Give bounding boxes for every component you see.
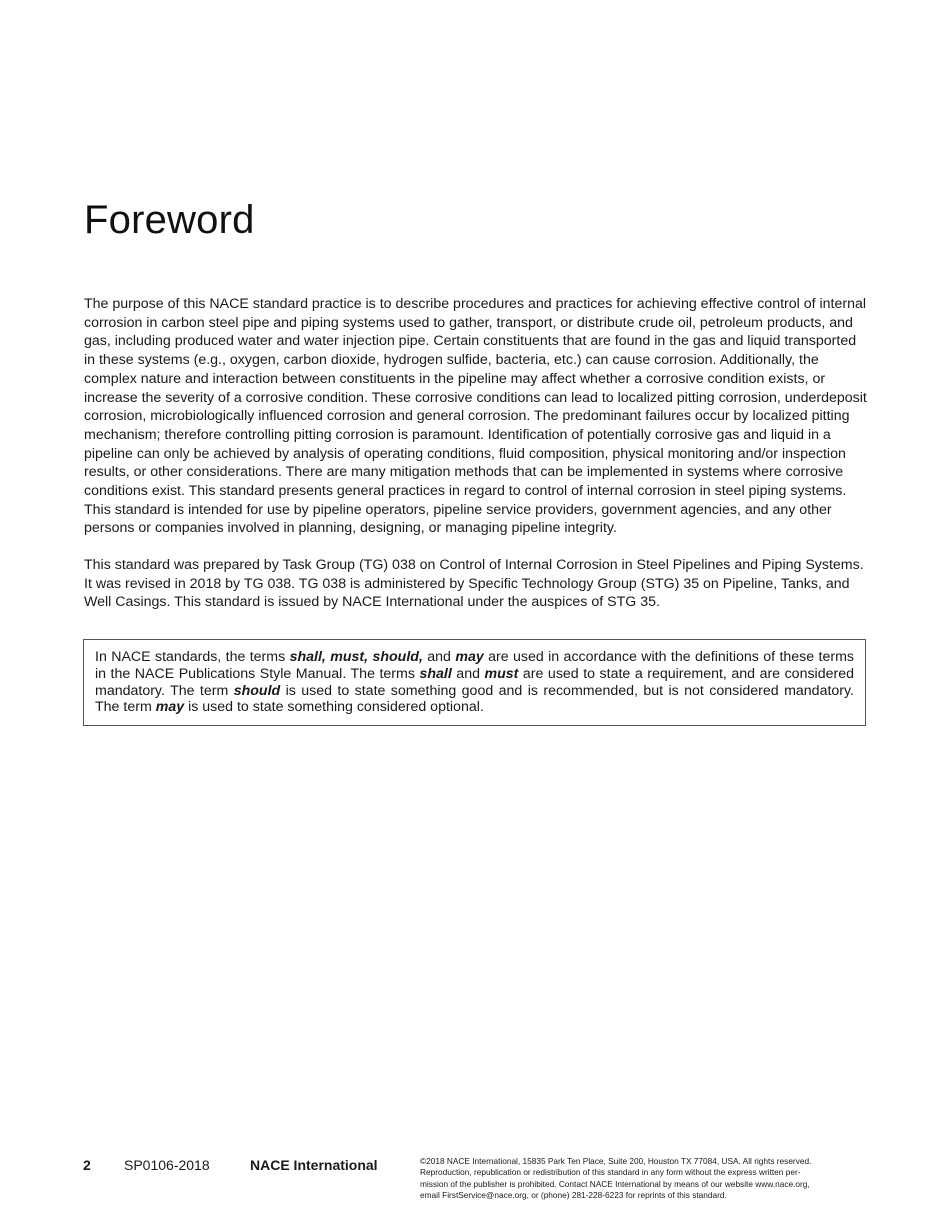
notice-term-may: may [155, 699, 185, 716]
notice-text: is used to state something considered optional. [184, 699, 484, 716]
copyright-line: ©2018 NACE International, 15835 Park Ten Place, Suite 200, Houston TX 77084, USA. All rights reserved. [420, 1156, 812, 1166]
notice-term-must: must [484, 665, 519, 682]
notice-text: is used to state something good and is recommended, but is not considered mandatory. The term [95, 682, 855, 716]
copyright-notice [420, 1156, 870, 1202]
notice-term-shall: shall [419, 665, 452, 682]
page-title: Foreword [84, 198, 255, 242]
notice-text: and [422, 649, 456, 665]
notice-text: are used to state a requirement, and are considered mandatory. The term [95, 665, 854, 699]
notice-text: are used in accordance with the definitions of these terms in the NACE Publications Style Manual. The terms [95, 649, 855, 682]
notice-term-should: should [233, 682, 281, 699]
page-number: 2 [83, 1157, 91, 1173]
page-footer [0, 1152, 950, 1212]
notice-text: and [451, 665, 485, 682]
copyright-line: mission of the publisher is prohibited. Contact NACE International by means of our website www.nace.org, [420, 1178, 810, 1189]
copyright-line: email FirstService@nace.org, or (phone) 281-228-6223 for reprints of this standard. [420, 1190, 727, 1201]
foreword-paragraph-purpose: The purpose of this NACE standard practice is to describe procedures and practices for achieving effective control of internal corrosion in carbon steel pipe and piping systems used to gather, transport, or distribute crude oil, petroleum products, and gas, including produced water and water injection pipe. Certain constituents that are found in the gas and liquid transported in these systems (e.g., oxygen, carbon dioxide, hydrogen sulfide, bacteria, etc.) can cause corrosion. Additionally, the complex nature and interaction between constituents in the pipeline may affect whether a corrosive condition exists, or increase the severity of a corrosive condition. These corrosive conditions can lead to localized pitting corrosion, underdeposit corrosion, microbiologically influenced corrosion and general corrosion. The predominant failures occur by localized pitting mechanism; therefore controlling pitting corrosion is paramount. Identification of potentially corrosive gas and liquid in a pipeline can only be achieved by analysis of operating conditions, fluid composition, physical monitoring and/or inspection results, or other considerations. There are many mitigation methods that can be implemented in systems where corrosive conditions exist. This standard presents general practices in regard to control of internal corrosion in steel piping systems. This standard is intended for use by pipeline operators, pipeline service providers, government agencies, and any other persons or companies involved in planning, designing, or managing pipeline integrity. [84, 296, 867, 537]
notice-text: In NACE standards, the terms [95, 649, 290, 665]
terminology-notice-box [83, 639, 866, 726]
notice-term-may: may [455, 649, 484, 665]
document-code: SP0106-2018 [124, 1157, 210, 1173]
notice-term-list: shall, must, should, [289, 649, 423, 665]
copyright-line: Reproduction, republication or redistribution of this standard in any form without the express written per- [420, 1167, 801, 1178]
foreword-paragraph-history: This standard was prepared by Task Group (TG) 038 on Control of Internal Corrosion in Steel Pipelines and Piping Systems. It was revised in 2018 by TG 038. TG 038 is administered by Specific Technology Group (STG) 35 on Pipeline, Tanks, and Well Casings. This standard is issued by NACE International under the auspices of STG 35. [84, 557, 864, 611]
organization-name: NACE International [250, 1157, 378, 1173]
